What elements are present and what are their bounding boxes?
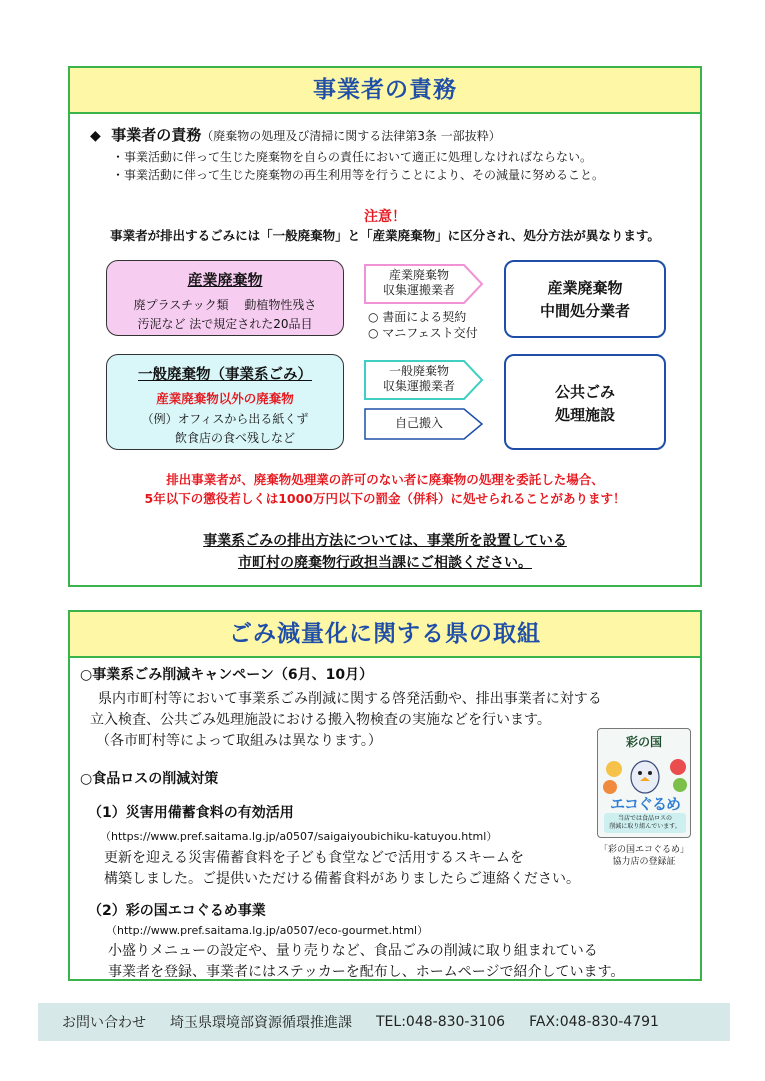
contact-tel[interactable]: TEL:048-830-3106	[376, 1014, 506, 1030]
caution-text: 事業者が排出するごみには「一般廃棄物」と「産業廃棄物」に区分され、処分方法が異なります。	[110, 228, 660, 243]
caution-title: 注意！	[364, 209, 406, 225]
campaign-text: 県内市町村等において事業系ごみ削減に関する啓発活動や、排出事業者に対する	[98, 691, 602, 707]
item2-title: （2）彩の国エコぐるめ事業	[88, 903, 266, 919]
industrial-waste-line: 汚泥など 法で規定された20品目	[137, 317, 313, 331]
penalty-warning: 5年以下の懲役若しくは1000万円以下の罰金（併科）に処せられることがあります！	[144, 491, 626, 506]
diamond-bullet-icon: ◆	[90, 128, 101, 144]
industrial-waste-box	[106, 260, 344, 336]
duty-heading-note: （廃棄物の処理及び清掃に関する法律第3条 一部抜粋）	[201, 129, 501, 143]
industrial-dest-box	[504, 260, 666, 338]
item1-url[interactable]: （https://www.pref.saitama.lg.jp/a0507/saigaiyoubichiku-katuyou.html）	[100, 830, 498, 843]
consult-text: 市町村の廃棄物行政担当課にご相談ください。	[238, 555, 532, 571]
general-waste-line: 飲食店の食べ残しなど	[174, 431, 295, 445]
item2-text: 小盛りメニューの設定や、量り売りなど、食品ごみの削減に取り組まれている	[108, 943, 598, 959]
arrow-label: 自己搬入	[394, 416, 443, 430]
foodloss-title: ○食品ロスの削減対策	[80, 771, 219, 787]
item1-text: 更新を迎える災害備蓄食料を子ども食堂などで活用するスキームを	[104, 850, 524, 866]
general-waste-line: （例）オフィスから出る紙くず	[141, 412, 309, 426]
duty-panel-title: 事業者の責務	[70, 68, 700, 114]
self-delivery-arrow	[364, 408, 484, 440]
public-facility-box	[504, 354, 666, 450]
public-facility-line: 処理施設	[554, 406, 615, 424]
condition-item: ○ マニフェスト交付	[368, 326, 478, 340]
reduction-panel-title: ごみ減量化に関する県の取組	[70, 612, 700, 658]
eco-gourmet-badge	[597, 728, 691, 838]
badge-main-text: エコぐるめ	[609, 795, 680, 813]
industrial-carrier-arrow	[364, 264, 484, 304]
industrial-dest-line: 中間処分業者	[539, 302, 630, 320]
arrow-label: 収集運搬業者	[382, 379, 455, 393]
general-waste-title: 一般廃棄物（事業系ごみ）	[138, 367, 312, 383]
duty-panel	[68, 66, 702, 587]
badge-sub-text: 削減に取り組んでいます。	[609, 823, 681, 830]
duty-item: ・事業活動に伴って生じた廃棄物の再生利用等を行うことにより、その減量に努めること。	[112, 168, 605, 182]
badge-sub-text: 当店では食品ロスの	[617, 815, 672, 822]
badge-sub-band	[604, 813, 686, 833]
condition-item: ○ 書面による契約	[368, 310, 467, 324]
badge-caption-line: 「彩の国エコぐるめ」	[598, 845, 689, 855]
contact-department: 埼玉県環境部資源循環推進課	[170, 1015, 352, 1031]
item2-text: 事業者を登録、事業者にはステッカーを配布し、ホームページで紹介しています。	[108, 964, 625, 980]
penalty-warning: 排出事業者が、廃棄物処理業の許可のない者に廃棄物の処理を委託した場合、	[166, 472, 604, 487]
item1-text: 構築しました。ご提供いただける備蓄食料がありましたらご連絡ください。	[104, 871, 580, 887]
contact-fax: FAX:048-830-4791	[529, 1014, 659, 1030]
item2-url[interactable]: （http://www.pref.saitama.lg.jp/a0507/eco-gourmet.html）	[106, 924, 429, 937]
industrial-waste-line: 廃プラスチック類 動植物性残さ	[133, 298, 317, 312]
general-carrier-arrow	[364, 360, 484, 400]
badge-caption	[590, 844, 698, 868]
contact-footer	[38, 1003, 730, 1041]
campaign-text: （各市町村等によって取組みは異なります。）	[96, 733, 382, 749]
industrial-dest-line: 産業廃棄物	[547, 279, 623, 297]
item1-title: （1）災害用備蓄食料の有効活用	[88, 805, 294, 821]
industrial-waste-title: 産業廃棄物	[187, 271, 263, 289]
badge-caption-line: 協力店の登録証	[612, 857, 676, 867]
consult-text: 事業系ごみの排出方法については、事業所を設置している	[203, 533, 567, 549]
general-waste-box	[106, 354, 344, 450]
contact-label: お問い合わせ	[62, 1015, 146, 1031]
campaign-text: 立入検査、公共ごみ処理施設における搬入物検査の実施などを行います。	[90, 712, 551, 728]
arrow-label: 一般廃棄物	[388, 364, 449, 378]
general-waste-subtitle: 産業廃棄物以外の廃棄物	[156, 391, 294, 406]
arrow-label: 産業廃棄物	[388, 268, 449, 282]
campaign-title: ○事業系ごみ削減キャンペーン（6月、10月）	[80, 667, 374, 683]
arrow-label: 収集運搬業者	[382, 283, 455, 297]
badge-top-text: 彩の国	[625, 735, 662, 749]
public-facility-line: 公共ごみ	[554, 383, 615, 401]
duty-item: ・事業活動に伴って生じた廃棄物を自らの責任において適正に処理しなければならない。	[112, 150, 593, 164]
duty-heading: ◆ 事業者の責務（廃棄物の処理及び清掃に関する法律第3条 一部抜粋）	[90, 126, 501, 144]
